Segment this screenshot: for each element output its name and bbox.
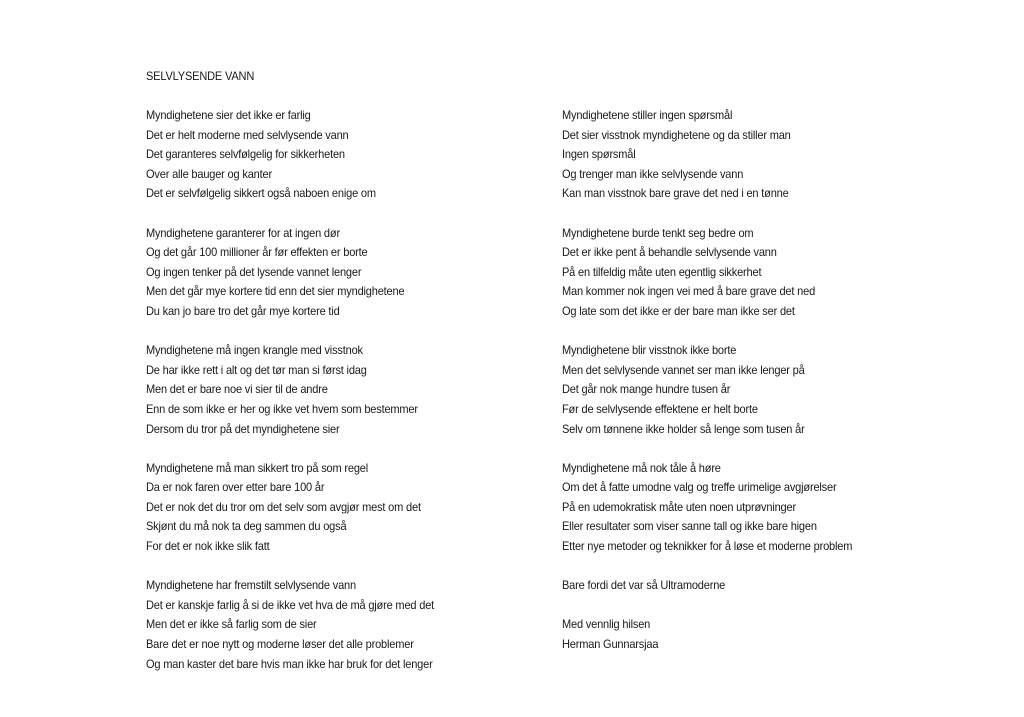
poem-line: Det er selvfølgelig sikkert også naboen enige om <box>146 186 376 201</box>
poem-line: Og trenger man ikke selvlysende vann <box>562 166 744 181</box>
poem-line: Men det er ikke så farlig som de sier <box>146 617 317 632</box>
right-stanza <box>562 106 962 204</box>
poem-line: Du kan jo bare tro det går mye kortere tid <box>146 303 340 318</box>
poem-line: Myndighetene stiller ingen spørsmål <box>562 108 733 122</box>
poem-line: Myndighetene burde tenkt seg bedre om <box>562 225 754 240</box>
poem-line: Eller resultater som viser sanne tall og ikke bare higen <box>562 519 817 534</box>
poem-line: Enn de som ikke er her og ikke vet hvem som bestemmer <box>146 401 418 416</box>
poem-line: Om det å fatte umodne valg og treffe urimelige avgjørelser <box>562 480 837 495</box>
poem-line: Dersom du tror på det myndighetene sier <box>146 421 340 436</box>
poem-line: Men det er bare noe vi sier til de andre <box>146 382 328 397</box>
poem-line: De har ikke rett i alt og det tør man si først idag <box>146 362 367 377</box>
poem-line: Og late som det ikke er der bare man ikke ser det <box>562 303 795 318</box>
poem-line: Og man kaster det bare hvis man ikke har bruk for det lenger <box>146 656 433 671</box>
right-column <box>562 106 962 674</box>
poem-line: Skjønt du må nok ta deg sammen du også <box>146 519 347 534</box>
poem-line: Bare fordi det var så Ultramoderne <box>562 578 726 593</box>
poem-line: Selv om tønnene ikke holder så lenge som tusen år <box>562 421 805 436</box>
poem-line: Og det går 100 millioner år før effekten er borte <box>146 245 368 260</box>
poem-line: Det er ikke pent å behandle selvlysende vann <box>562 245 777 260</box>
poem-line: Man kommer nok ingen vei med å bare grave det ned <box>562 284 816 299</box>
poem-line: Med vennlig hilsen <box>562 617 651 632</box>
poem-line: Før de selvlysende effektene er helt borte <box>562 401 758 416</box>
right-stanza <box>562 615 962 654</box>
poem-line: På en udemokratisk måte uten noen utprøvninger <box>562 499 796 514</box>
poem-line: På en tilfeldig måte uten egentlig sikkerhet <box>562 264 762 279</box>
poem-line: Ingen spørsmål <box>562 147 636 162</box>
left-stanza <box>146 224 546 322</box>
poem-line: Det er kanskje farlig å si de ikke vet hva de må gjøre med det <box>146 597 435 612</box>
left-stanza <box>146 459 546 557</box>
poem-line: For det er nok ikke slik fatt <box>146 539 270 554</box>
poem-line: Men det selvlysende vannet ser man ikke lenger på <box>562 362 805 377</box>
poem-line: Kan man visstnok bare grave det ned i en tønne <box>562 186 789 201</box>
poem-line: Det garanteres selvfølgelig for sikkerheten <box>146 147 345 162</box>
poem-line: Det sier visstnok myndighetene og da stiller man <box>562 127 791 142</box>
right-stanza <box>562 341 962 439</box>
poem-line: Myndighetene sier det ikke er farlig <box>146 108 311 122</box>
poem-line: Bare det er noe nytt og moderne løser det alle problemer <box>146 637 414 652</box>
poem-line: Myndighetene må man sikkert tro på som regel <box>146 460 369 475</box>
right-stanza <box>562 576 962 596</box>
poem-line: Etter nye metoder og teknikker for å løse et moderne problem <box>562 539 853 554</box>
poem-line: Det er helt moderne med selvlysende vann <box>146 127 349 142</box>
poem-line: Og ingen tenker på det lysende vannet lenger <box>146 264 362 279</box>
poem-line: Myndighetene har fremstilt selvlysende vann <box>146 578 356 593</box>
left-column <box>146 106 546 694</box>
left-stanza <box>146 576 546 674</box>
right-stanza <box>562 224 962 322</box>
poem-line: Da er nok faren over etter bare 100 år <box>146 480 325 495</box>
poem-line: Myndighetene må ingen krangle med visstnok <box>146 343 363 358</box>
poem-line: Over alle bauger og kanter <box>146 166 272 181</box>
poem-line: Det er nok det du tror om det selv som avgjør mest om det <box>146 499 421 514</box>
poem-line: Men det går mye kortere tid enn det sier myndighetene <box>146 284 405 299</box>
poem-line: Myndighetene garanterer for at ingen dør <box>146 225 340 240</box>
left-stanza <box>146 341 546 439</box>
poem-line: Det går nok mange hundre tusen år <box>562 382 731 397</box>
right-stanza <box>562 459 962 557</box>
poem-line: Myndighetene må nok tåle å høre <box>562 460 721 475</box>
poem-line: Herman Gunnarsjaa <box>562 637 659 652</box>
left-stanza <box>146 106 546 204</box>
poem-line: Myndighetene blir visstnok ikke borte <box>562 343 737 358</box>
poem-title: SELVLYSENDE VANN <box>146 69 255 83</box>
